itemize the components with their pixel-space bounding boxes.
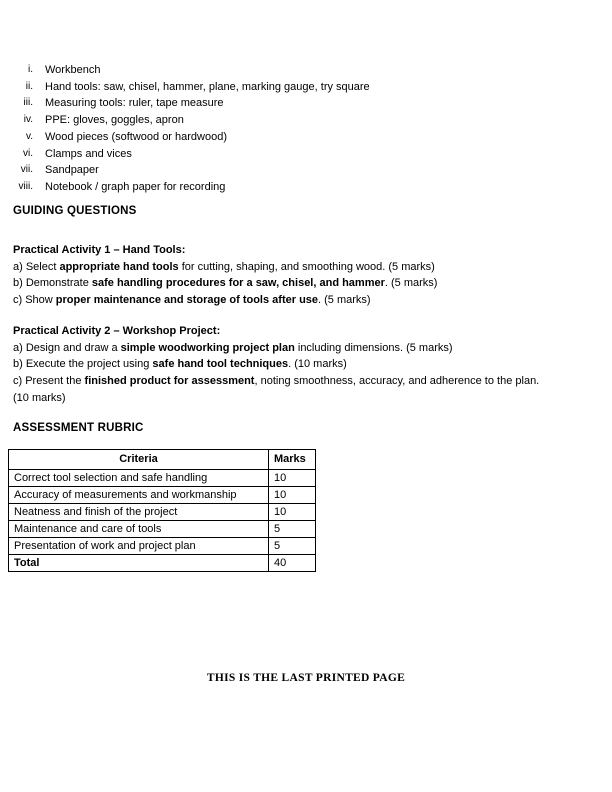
activity-1-item-a: a) Select appropriate hand tools for cutting, shaping, and smoothing wood. (5 marks) — [13, 260, 435, 273]
list-item — [0, 79, 600, 96]
list-item-numeral: iv. — [23, 114, 33, 126]
activity-2-item-b: b) Execute the project using safe hand tool techniques. (10 marks) — [13, 358, 347, 371]
marks-cell: 10 — [269, 487, 316, 504]
list-item-text: Sandpaper — [45, 164, 99, 177]
activity-1-item-c: c) Show proper maintenance and storage of tools after use. (5 marks) — [13, 294, 371, 307]
list-item-text: Hand tools: saw, chisel, hammer, plane, marking gauge, try square — [45, 80, 370, 93]
activity-2-title: Practical Activity 2 – Workshop Project: — [13, 325, 221, 337]
list-item-numeral: vii. — [20, 164, 33, 176]
list-item — [0, 62, 600, 79]
list-item — [0, 112, 600, 129]
column-header-criteria: Criteria — [9, 450, 269, 470]
table-row-total — [9, 555, 316, 572]
marks-cell-total: 40 — [269, 555, 316, 572]
list-item-text: Clamps and vices — [45, 147, 132, 160]
list-item-numeral: viii. — [18, 180, 33, 192]
table-row — [9, 521, 316, 538]
list-item-text: Measuring tools: ruler, tape measure — [45, 97, 224, 110]
table-header-row — [9, 450, 316, 470]
list-item-numeral: i. — [28, 64, 33, 75]
marks-cell: 10 — [269, 470, 316, 487]
last-printed-page-note: THIS IS THE LAST PRINTED PAGE — [206, 672, 406, 684]
table-row — [9, 504, 316, 521]
criteria-cell-total: Total — [9, 555, 269, 572]
list-item-text: Notebook / graph paper for recording — [45, 180, 226, 193]
criteria-cell: Maintenance and care of tools — [9, 521, 269, 538]
criteria-cell: Correct tool selection and safe handling — [9, 470, 269, 487]
criteria-cell: Presentation of work and project plan — [9, 538, 269, 555]
list-item — [0, 179, 600, 196]
table-row — [9, 538, 316, 555]
activity-2-item-a: a) Design and draw a simple woodworking project plan including dimensions. (5 marks) — [13, 341, 453, 354]
table-row — [9, 487, 316, 504]
marks-cell: 5 — [269, 538, 316, 555]
activity-1-title: Practical Activity 1 – Hand Tools: — [13, 244, 186, 256]
table-row — [9, 470, 316, 487]
list-item-text: Wood pieces (softwood or hardwood) — [45, 130, 228, 143]
list-item-numeral: v. — [25, 130, 33, 142]
list-item-numeral: iii. — [23, 97, 33, 109]
rubric-table — [8, 449, 316, 572]
column-header-marks: Marks — [269, 450, 316, 470]
list-item-numeral: ii. — [25, 80, 33, 92]
materials-list — [0, 62, 600, 196]
marks-cell: 10 — [269, 504, 316, 521]
list-item-numeral: vi. — [23, 147, 33, 159]
activity-1-item-b: b) Demonstrate safe handling procedures for a saw, chisel, and hammer. (5 marks) — [13, 277, 438, 290]
marks-cell: 5 — [269, 521, 316, 538]
assessment-rubric-heading: ASSESSMENT RUBRIC — [13, 422, 144, 434]
list-item — [0, 95, 600, 112]
list-item — [0, 129, 600, 146]
list-item — [0, 146, 600, 163]
guiding-questions-heading: GUIDING QUESTIONS — [13, 205, 137, 217]
list-item — [0, 162, 600, 179]
practical-activity-1 — [13, 242, 548, 309]
practical-activity-2 — [13, 323, 548, 407]
criteria-cell: Accuracy of measurements and workmanship — [9, 487, 269, 504]
criteria-cell: Neatness and finish of the project — [9, 504, 269, 521]
list-item-text: Workbench — [45, 64, 101, 76]
list-item-text: PPE: gloves, goggles, apron — [45, 114, 184, 127]
activity-2-item-c: c) Present the finished product for assessment, noting smoothness, accuracy, and adherence to the plan. (10 marks) — [13, 375, 540, 404]
